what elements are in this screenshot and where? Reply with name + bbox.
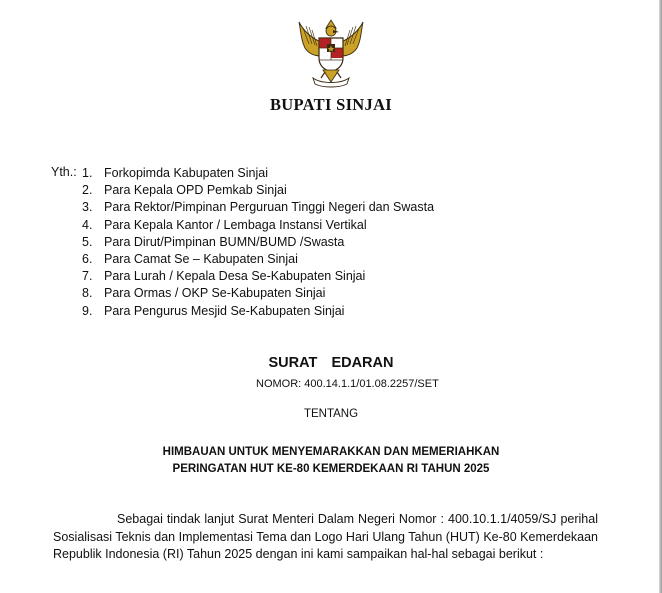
document-number: NOMOR: 400.14.1.1/01.08.2257/SET [256,378,439,390]
addressee-item [82,217,434,234]
addressee-text: Para Lurah / Kepala Desa Se-Kabupaten Sinjai [104,269,366,284]
body-paragraph-text: Sebagai tindak lanjut Surat Menteri Dalam Negeri Nomor : 400.10.1.1/4059/SJ perihal Sosialisasi Teknis dan Implementasi Tema dan Logo Hari Ulang Tahun (HUT) Ke-80 Kemerdekaan Republik Indonesia (RI) Tahun 2025 dengan ini kami sampaikan hal-hal sebagai berikut : [53,512,598,561]
addressee-item [82,268,434,285]
addressee-number: 4. [82,217,93,232]
document-kind-heading: SURAT EDARAN [268,355,394,371]
addressee-text: Para Pengurus Mesjid Se-Kabupaten Sinjai [104,303,345,318]
garuda-emblem-icon [295,18,367,90]
addressee-list [82,165,434,320]
about-label: TENTANG [303,408,359,420]
addressee-item [82,234,434,251]
subject-heading [0,444,662,478]
addressee-number: 8. [82,286,93,301]
addressee-text: Para Kepala Kantor / Lembaga Instansi Vertikal [104,217,367,232]
addressee-label: Yth.: [51,165,77,179]
subject-line-2: PERINGATAN HUT KE-80 KEMERDEKAAN RI TAHUN 2025 [172,463,490,475]
addressee-text: Para Kepala OPD Pemkab Sinjai [104,183,287,198]
addressee-item [82,199,434,216]
addressee-text: Forkopimda Kabupaten Sinjai [104,166,268,180]
addressee-number: 6. [82,251,93,266]
addressee-item [82,285,434,302]
addressee-number: 7. [82,269,93,284]
addressee-number: 9. [82,303,93,318]
addressee-number: 5. [82,234,93,249]
addressee-text: Para Camat Se – Kabupaten Sinjai [104,251,298,266]
addressee-text: Para Rektor/Pimpinan Perguruan Tinggi Negeri dan Swasta [104,200,435,215]
addressee-text: Para Dirut/Pimpinan BUMN/BUMD /Swasta [104,234,345,249]
addressee-number: 2. [82,183,93,198]
subject-line-1: HIMBAUAN UNTUK MENYEMARAKKAN DAN MEMERIAHKAN [162,446,500,458]
addressee-text: Para Ormas / OKP Se-Kabupaten Sinjai [104,286,326,301]
addressee-number: 1. [82,166,93,180]
letterhead-title: BUPATI SINJAI [269,95,393,114]
addressee-item [82,165,434,182]
addressee-item [82,251,434,268]
addressee-number: 3. [82,200,93,215]
addressee-item [82,182,434,199]
addressee-item [82,303,434,320]
body-paragraph [53,511,598,564]
